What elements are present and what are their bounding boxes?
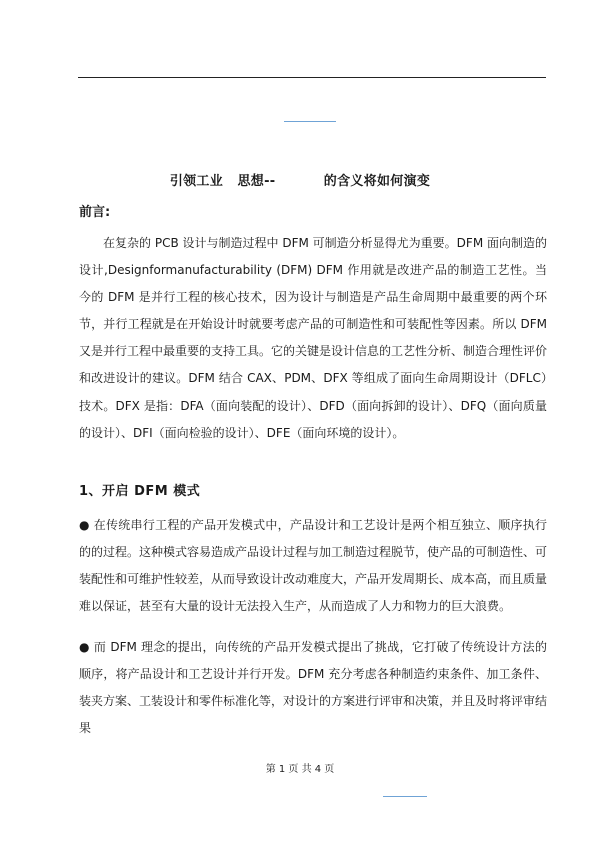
bullet-paragraph-1: ● 在传统串行工程的产品开发模式中，产品设计和工艺设计是两个相互独立、顺序执行的的过程。这种模式容易造成产品设计过程与加工制造过程脱节，使产品的可制造性、可装配性和可维护性较差，从而导致设计改动难度大，产品开发周期长、成本高，而且质量难以保证，甚至有大量的设计无法投入生产，从而造成了人力和物力的巨大浪费。 bbox=[79, 518, 548, 614]
bullet-paragraph-2: ● 而 DFM 理念的提出，向传统的产品开发模式提出了挑战，它打破了传统设计方法的顺序，将产品设计和工艺设计并行开发。DFM 充分考虑各种制造约束条件、加工条件、装夹方案、工装设计和零件标准化等，对设计的方案进行评审和决策，并且及时将评审结果 bbox=[79, 640, 548, 736]
footer-blue-mark bbox=[383, 796, 427, 797]
intro-paragraph: 在复杂的 PCB 设计与制造过程中 DFM 可制造分析显得尤为重要。DFM 面向制造的设计,Designformanufacturability (DFM) DFM 作用就是改进产品的制造工艺性。当今的 DFM 是并行工程的核心技术，因为设计与制造是产品生命周期中最重要的两个环节，并行工程就是在开始设计时就要考虑产品的可制造性和可装配性等因素。所以 DFM 又是并行工程中最重要的支持工具。它的关键是设计信息的工艺性分析、制造合理性评价和改进设计的建议。DFM 结合 CAX、PDM、DFX 等组成了面向生命周期设计（DFLC）技术。DFX 是指：DFA（面向装配的设计）、DFD（面向拆卸的设计）、DFQ（面向质量的设计）、DFI（面向检验的设计）、DFE（面向环境的设计）。 bbox=[79, 236, 548, 440]
page-footer: 第 1 页 共 4 页 bbox=[265, 764, 335, 775]
section-heading: 1、开启 DFM 模式 bbox=[79, 484, 201, 499]
title-part-2: 思想-- bbox=[237, 174, 276, 189]
header-rule bbox=[78, 77, 546, 78]
preface-heading: 前言: bbox=[79, 205, 111, 220]
title-part-3: 的含义将如何演变 bbox=[323, 174, 431, 189]
document-title bbox=[0, 170, 600, 189]
header-blue-mark bbox=[284, 121, 336, 122]
title-part-1: 引领工业 bbox=[169, 174, 224, 189]
